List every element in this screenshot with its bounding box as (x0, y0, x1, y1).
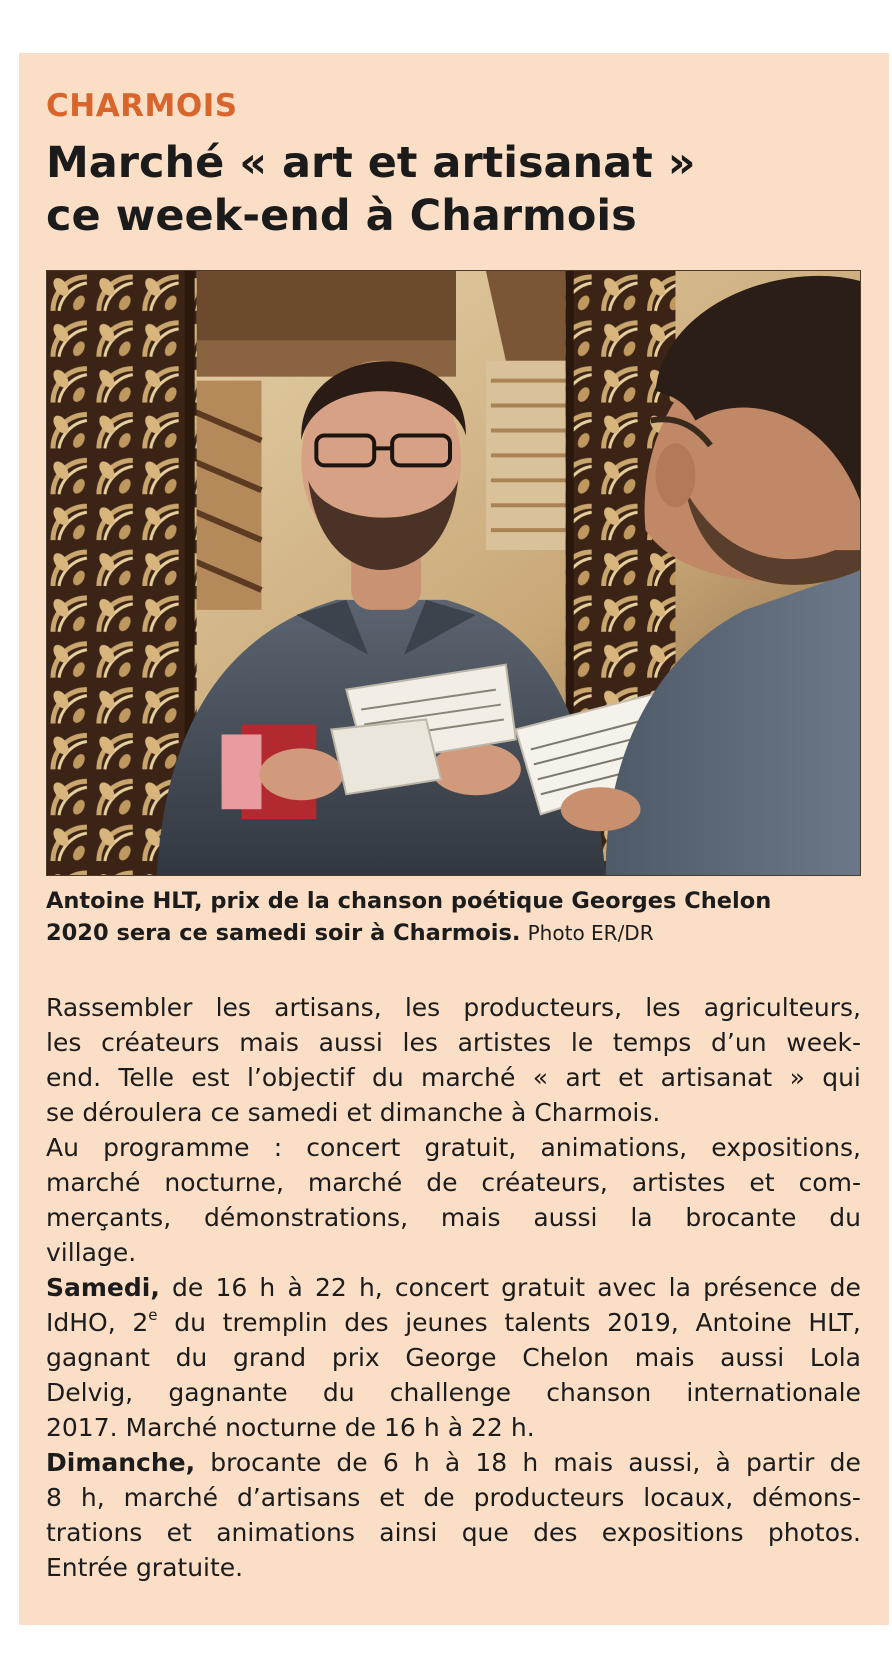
day-label-dimanche: Dimanche, (46, 1448, 196, 1477)
headline-line: Marché « art et artisanat » (46, 138, 696, 188)
body-line: se déroulera ce samedi et dimanche à Charmois. (46, 1098, 661, 1127)
photo-credit: Photo ER/DR (527, 921, 654, 945)
body-line: Entrée gratuite. (46, 1553, 244, 1582)
body-line: Rassembler les artisans, les producteurs, les agriculteurs, (46, 993, 861, 1022)
article-body (46, 990, 861, 1585)
body-line: Samedi, de 16 h à 22 h, concert gratuit avec la présence de (46, 1270, 861, 1305)
body-line: trations et animations ainsi que des expositions photos. (46, 1518, 861, 1547)
body-line: merçants, démonstrations, mais aussi la brocante du (46, 1203, 861, 1232)
body-line: gagnant du grand prix George Chelon mais aussi Lola (46, 1343, 861, 1372)
page-edge-mark (884, 0, 892, 20)
body-line: Au programme : concert gratuit, animations, expositions, (46, 1133, 861, 1162)
caption-text: 2020 sera ce samedi soir à Charmois. (46, 920, 521, 946)
body-line: Delvig, gagnante du challenge chanson internationale (46, 1378, 861, 1407)
body-line: 2017. Marché nocturne de 16 h à 22 h. (46, 1413, 535, 1442)
headline-line: ce week-end à Charmois (46, 191, 637, 241)
body-line: Dimanche, brocante de 6 h à 18 h mais aussi, à partir de (46, 1445, 861, 1480)
body-line: IdHO, 2e du tremplin des jeunes talents 2019, Antoine HLT, (46, 1306, 861, 1337)
body-line: end. Telle est l’objectif du marché « art et artisanat » qui (46, 1063, 861, 1092)
article-photo (46, 270, 861, 876)
body-line: les créateurs mais aussi les artistes le temps d’un week- (46, 1028, 861, 1057)
photo-man-reading-paper-in-mirror (47, 271, 860, 875)
body-line: village. (46, 1238, 137, 1267)
headline (46, 137, 866, 243)
caption-text: Antoine HLT, prix de la chanson poétique Georges Chelon (46, 888, 772, 914)
body-line: 8 h, marché d’artisans et de producteurs locaux, démons- (46, 1483, 861, 1512)
photo-caption (46, 885, 861, 949)
day-label-samedi: Samedi, (46, 1273, 160, 1302)
section-label: CHARMOIS (46, 88, 238, 124)
body-line: marché nocturne, marché de créateurs, artistes et com- (46, 1168, 861, 1197)
